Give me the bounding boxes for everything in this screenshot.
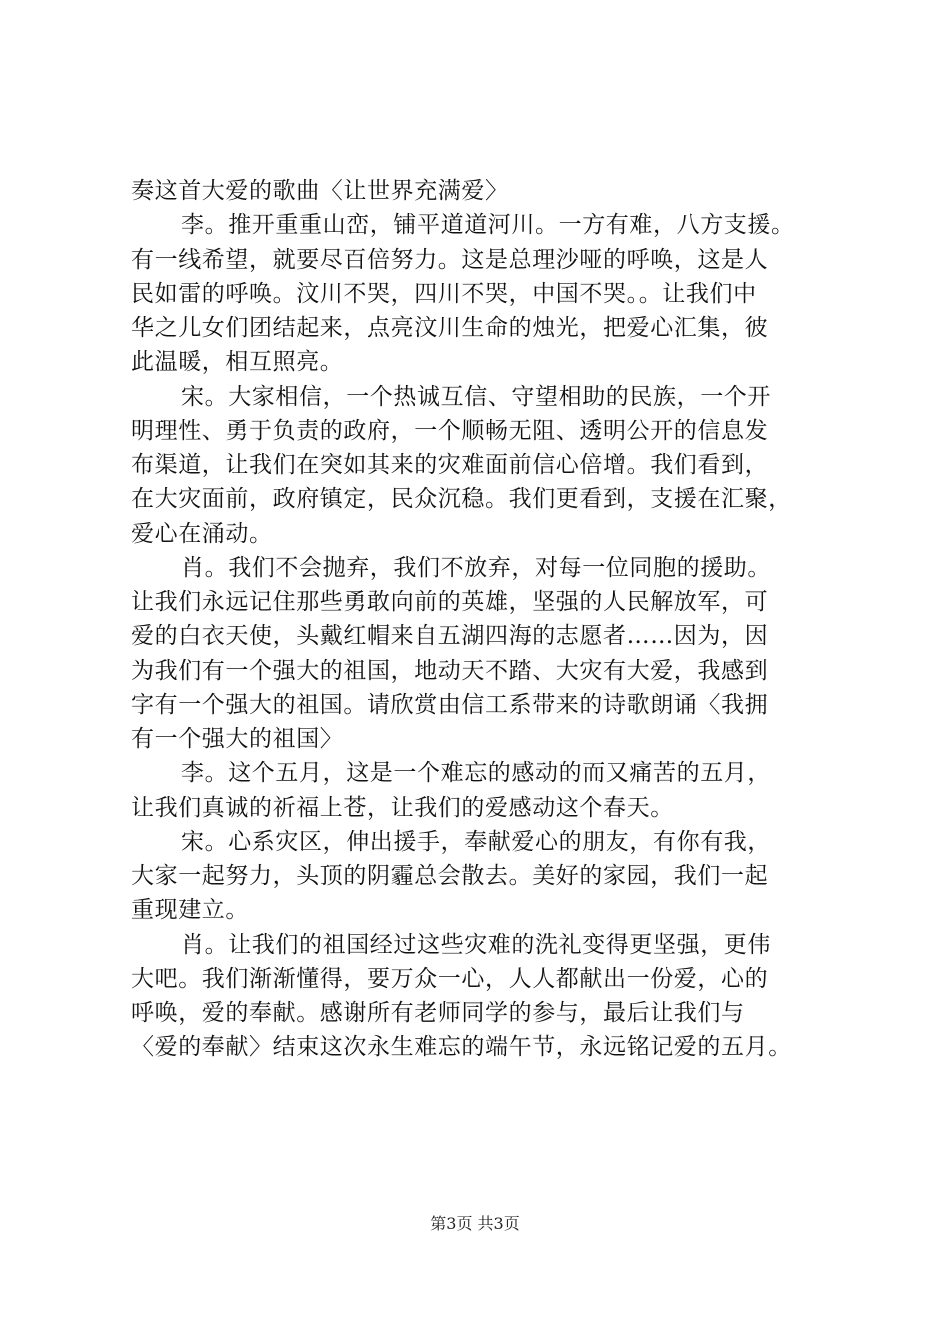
- text-line: 肖。让我们的祖国经过这些灾难的洗礼变得更坚强，更伟: [181, 931, 771, 958]
- text-line: 奏这首大爱的歌曲〈让世界充满爱〉: [131, 178, 509, 204]
- text-line: 此温暖，相互照亮。: [131, 349, 344, 376]
- text-line: 华之儿女们团结起来，点亮汶川生命的烛光，把爱心汇集，彼: [131, 315, 769, 341]
- text-line: 〈爱的奉献〉结束这次永生难忘的端午节，永远铭记爱的五月。: [131, 1034, 792, 1061]
- text-line: 在大灾面前，政府镇定，民众沉稳。我们更看到，支援在汇聚，: [131, 486, 792, 513]
- text-line: 字有一个强大的祖国。请欣赏由信工系带来的诗歌朗诵〈我拥: [131, 691, 769, 718]
- text-line: 呼唤，爱的奉献。感谢所有老师同学的参与，最后让我们与: [131, 1000, 745, 1026]
- text-line: 有一个强大的祖国〉: [131, 726, 344, 752]
- text-line: 让我们永远记住那些勇敢向前的英雄，坚强的人民解放军，可: [131, 589, 769, 615]
- document-body: [131, 174, 831, 1065]
- text-line: 有一线希望，就要尽百倍努力。这是总理沙哑的呼唤，这是人: [131, 246, 769, 273]
- text-line: 李。这个五月，这是一个难忘的感动的而又痛苦的五月，: [181, 760, 771, 787]
- text-line: 大家一起努力，头顶的阴霾总会散去。美好的家园，我们一起: [131, 863, 769, 889]
- page-number-footer: 第3页 共3页: [430, 1214, 520, 1233]
- text-line: 民如雷的呼唤。汶川不哭，四川不哭，中国不哭。。让我们中: [131, 280, 757, 307]
- text-line: 大吧。我们渐渐懂得，要万众一心，人人都献出一份爱，心的: [131, 965, 769, 992]
- text-line: 李。推开重重山峦，铺平道道河川。一方有难，八方支援。: [181, 212, 795, 239]
- text-line: 肖。我们不会抛弃，我们不放弃，对每一位同胞的援助。: [181, 554, 771, 581]
- text-line: 宋。大家相信，一个热诚互信、守望相助的民族，一个开: [181, 383, 771, 410]
- text-line: 布渠道，让我们在突如其来的灾难面前信心倍增。我们看到，: [131, 452, 769, 478]
- text-line: 明理性、勇于负责的政府，一个顺畅无阻、透明公开的信息发: [131, 417, 769, 444]
- text-line: 爱心在涌动。: [131, 520, 273, 547]
- text-line: 为我们有一个强大的祖国，地动天不踏、大灾有大爱，我感到: [131, 657, 769, 684]
- text-line: 宋。心系灾区，伸出援手，奉献爱心的朋友，有你有我，: [181, 828, 771, 855]
- text-line: 让我们真诚的祈福上苍，让我们的爱感动这个春天。: [131, 794, 674, 821]
- text-line: 爱的白衣天使，头戴红帽来自五湖四海的志愿者……因为，因: [131, 623, 769, 650]
- text-line: 重现建立。: [131, 897, 249, 924]
